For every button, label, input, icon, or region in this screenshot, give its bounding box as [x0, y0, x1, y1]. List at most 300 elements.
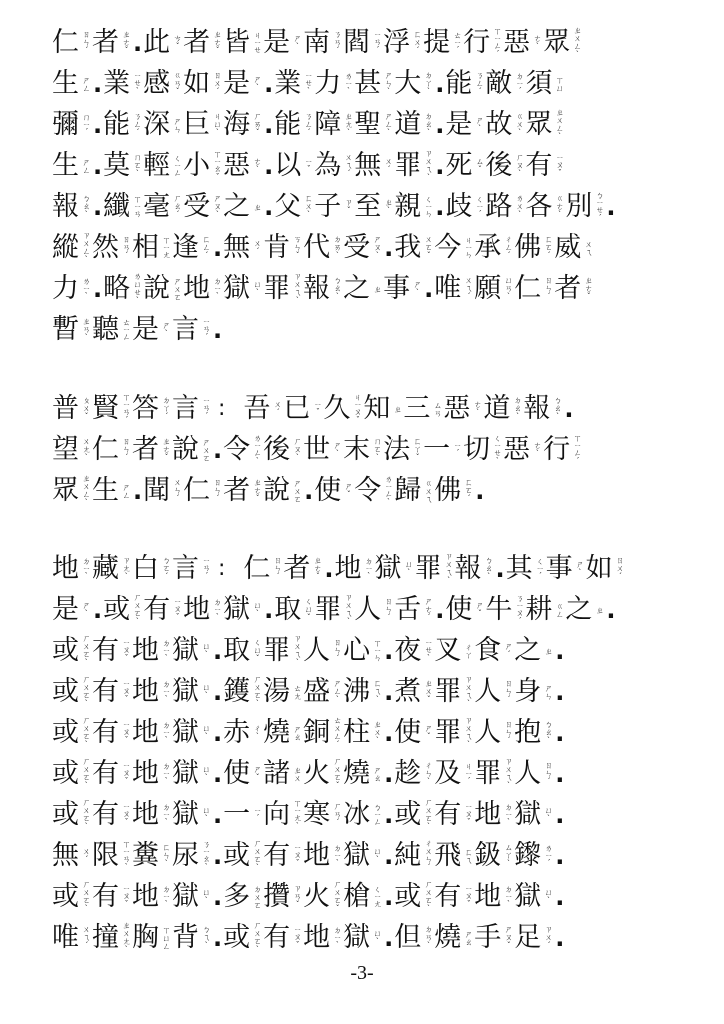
hanzi-character: 仁	[183, 474, 211, 506]
annotated-character	[434, 800, 474, 830]
text-line	[52, 589, 692, 630]
hanzi-character: 地	[334, 552, 362, 584]
period-punctuation: .	[555, 759, 565, 788]
annotated-character	[132, 882, 172, 912]
hanzi-character: 答	[132, 392, 159, 424]
hanzi-character: 已	[283, 392, 311, 424]
zhuyin-annotation: ㄧㄡˇ	[122, 802, 131, 827]
zhuyin-annotation: ㄨㄟˊ	[82, 925, 91, 950]
zhuyin-annotation: ㄩˋ	[202, 806, 211, 823]
annotated-character	[52, 923, 92, 953]
text-line	[52, 309, 692, 350]
annotated-character	[514, 882, 554, 912]
annotated-character	[223, 636, 263, 666]
annotated-character	[52, 757, 92, 790]
period-punctuation: .	[213, 718, 223, 747]
annotated-character	[52, 474, 92, 507]
annotated-character	[92, 840, 132, 871]
annotated-character	[92, 677, 132, 707]
annotated-character	[223, 274, 263, 304]
zhuyin-annotation: ㄓㄜˇ	[213, 30, 223, 55]
zhuyin-annotation: ㄖㄣˊ	[213, 478, 223, 503]
period-punctuation: .	[384, 800, 394, 829]
annotated-character	[263, 677, 303, 707]
annotated-character	[303, 800, 343, 830]
hanzi-character: 之	[565, 593, 593, 625]
zhuyin-annotation: ㄒㄩㄥ	[162, 925, 171, 950]
annotated-character	[172, 718, 212, 748]
annotated-character	[314, 593, 354, 626]
zhuyin-annotation: ㄗㄨㄟˋ	[344, 593, 354, 626]
hanzi-character: 獄	[374, 552, 402, 584]
hanzi-character: 地	[132, 675, 159, 707]
zhuyin-annotation: ㄓㄜˇ	[584, 276, 594, 301]
zhuyin-annotation: ㄕㄥ	[82, 75, 91, 92]
hanzi-character: 此	[143, 26, 171, 58]
zhuyin-annotation: ㄏㄨㄛˋ	[82, 798, 91, 831]
zhuyin-annotation: ㄍㄨˋ	[515, 112, 525, 137]
text-line	[52, 835, 692, 876]
annotated-character	[143, 28, 183, 58]
period-punctuation: .	[555, 800, 565, 829]
hanzi-character: 毫	[143, 190, 171, 222]
annotated-character	[394, 839, 434, 872]
hanzi-character: 撞	[92, 921, 119, 953]
paragraph-samantabhadra-reply	[52, 388, 692, 511]
zhuyin-annotation: ㄕㄣ	[544, 683, 554, 700]
zhuyin-annotation: ㄈㄟ	[464, 847, 474, 864]
annotated-character	[132, 718, 172, 748]
zhuyin-annotation: ㄓㄢˋ	[82, 317, 91, 342]
hanzi-character: 無	[354, 149, 382, 181]
annotated-character	[283, 394, 323, 424]
annotated-character	[375, 554, 415, 584]
annotated-character	[343, 435, 383, 465]
period-punctuation: .	[213, 677, 223, 706]
text-line	[52, 712, 692, 753]
annotated-character	[474, 636, 514, 666]
annotated-character	[445, 110, 485, 140]
hanzi-character: 事	[545, 552, 573, 584]
annotated-character	[52, 192, 92, 222]
hanzi-character: 限	[92, 839, 119, 871]
zhuyin-annotation: ㄕㄡˇ	[504, 925, 514, 950]
annotated-character	[303, 274, 343, 304]
annotated-character	[394, 798, 434, 831]
zhuyin-annotation: ㄐㄧㄣ	[464, 236, 474, 259]
annotated-character	[52, 110, 92, 140]
text-line	[52, 876, 692, 917]
zhuyin-annotation: ㄧㄢˊ	[202, 556, 211, 581]
annotated-character	[506, 554, 546, 584]
zhuyin-annotation: ㄌㄧㄥˋ	[253, 433, 263, 466]
period-punctuation: .	[555, 841, 565, 870]
annotated-character	[434, 882, 474, 912]
hanzi-character: 地	[132, 798, 159, 830]
hanzi-character: 彌	[52, 108, 79, 140]
hanzi-character: 無	[52, 839, 79, 871]
hanzi-character: 鑗	[514, 839, 542, 871]
zhuyin-annotation: ㄒㄧㄢˊ	[122, 392, 131, 425]
hanzi-character: 威	[554, 231, 582, 263]
annotated-character	[314, 151, 354, 181]
hanzi-character: 死	[445, 149, 473, 181]
period-punctuation: .	[213, 923, 223, 952]
zhuyin-annotation: ㄕˋ	[162, 321, 171, 338]
hanzi-character: 或	[52, 757, 79, 789]
annotated-character	[463, 434, 503, 465]
hanzi-character: 地	[474, 798, 502, 830]
zhuyin-annotation: ㄕㄨㄛ	[202, 437, 211, 462]
annotated-character	[274, 110, 314, 140]
zhuyin-annotation: ㄖㄨˊ	[615, 556, 625, 581]
hanzi-character: 受	[343, 231, 371, 263]
hanzi-character: 罪	[414, 552, 442, 584]
zhuyin-annotation: ㄩˋ	[544, 806, 554, 823]
hanzi-character: 槍	[343, 880, 371, 912]
hanzi-character: 浮	[383, 26, 411, 58]
zhuyin-annotation: ㄙㄢ	[433, 400, 443, 417]
hanzi-character: 行	[463, 26, 491, 58]
zhuyin-annotation: ㄨㄟˊ	[464, 276, 474, 301]
annotated-character	[183, 476, 223, 506]
zhuyin-annotation: ㄩˋ	[202, 642, 211, 659]
annotated-character	[434, 636, 474, 666]
zhuyin-annotation: ㄧˇ	[313, 400, 323, 417]
hanzi-character: 力	[52, 272, 79, 304]
hanzi-character: 說	[263, 474, 291, 506]
zhuyin-annotation: ㄋㄧㄠˋ	[202, 839, 211, 872]
period-punctuation: .	[213, 435, 223, 464]
zhuyin-annotation: ㄏㄨㄛˋ	[424, 880, 434, 913]
annotated-character	[394, 718, 434, 748]
annotated-character	[394, 233, 434, 263]
zhuyin-annotation: ㄊㄧˊ	[453, 30, 463, 55]
annotated-character	[52, 634, 92, 667]
zhuyin-annotation: ㄈㄟˋ	[373, 679, 383, 704]
hanzi-character: 別	[565, 190, 593, 222]
annotated-character	[183, 150, 223, 181]
hanzi-character: 及	[434, 757, 462, 789]
zhuyin-annotation: ㄍㄨㄟ	[424, 478, 434, 503]
annotated-character	[274, 595, 314, 625]
annotated-character	[132, 554, 172, 584]
hanzi-character: 道	[394, 108, 422, 140]
zhuyin-annotation: ㄩˋ	[373, 929, 383, 946]
annotated-character	[503, 28, 543, 58]
annotated-character	[223, 839, 263, 872]
hanzi-character: 或	[394, 880, 422, 912]
zhuyin-annotation: ㄑㄧˊ	[475, 194, 485, 219]
paragraph-ksitigarbha-explains	[52, 22, 692, 350]
hanzi-character: 食	[474, 634, 502, 666]
text-line	[52, 63, 692, 104]
period-punctuation: .	[264, 69, 274, 98]
hanzi-character: 糞	[132, 839, 159, 871]
annotated-character	[92, 554, 132, 584]
hanzi-character: 者	[183, 26, 211, 58]
hanzi-character: 其	[505, 552, 533, 584]
annotated-character	[52, 394, 92, 424]
zhuyin-annotation: ㄧˊ	[453, 441, 463, 458]
zhuyin-annotation: ㄅㄟˋ	[202, 925, 211, 950]
zhuyin-annotation: ㄗㄨㄥˋ	[82, 231, 91, 264]
hanzi-character: 獄	[223, 593, 251, 625]
annotated-character	[263, 923, 303, 953]
zhuyin-annotation: ㄓ	[595, 605, 605, 614]
zhuyin-annotation: ㄑㄧㄥ	[173, 154, 183, 177]
annotated-character	[474, 800, 514, 830]
annotated-character	[343, 882, 383, 912]
period-punctuation: .	[213, 636, 223, 665]
hanzi-character: 夜	[394, 634, 422, 666]
period-punctuation: .	[133, 476, 143, 505]
period-punctuation: .	[264, 192, 274, 221]
zhuyin-annotation: ㄉㄧˋ	[162, 679, 171, 704]
annotated-character	[525, 595, 565, 625]
annotated-character	[103, 192, 143, 222]
hanzi-character: 使	[314, 474, 342, 506]
annotated-character	[223, 595, 263, 625]
annotated-character	[183, 69, 223, 99]
annotated-character	[92, 759, 132, 789]
annotated-character	[354, 69, 394, 99]
annotated-character	[463, 27, 503, 58]
annotated-character	[514, 800, 554, 830]
zhuyin-annotation: ㄕㄨㄛ	[293, 478, 303, 503]
hanzi-character: 今	[434, 231, 462, 263]
hanzi-character: 有	[263, 839, 291, 871]
annotated-character	[343, 233, 383, 263]
zhuyin-annotation: ㄔㄚ	[464, 642, 474, 659]
hanzi-character: 行	[543, 433, 571, 465]
hanzi-character: 聖	[354, 108, 382, 140]
zhuyin-annotation: ㄗㄨㄟˋ	[504, 757, 514, 790]
hanzi-character: 地	[132, 880, 159, 912]
hanzi-character: 縱	[52, 231, 79, 263]
annotated-character	[303, 435, 343, 465]
annotated-character	[143, 151, 183, 181]
zhuyin-annotation: ㄉㄧˋ	[333, 925, 343, 950]
annotated-character	[343, 677, 383, 707]
zhuyin-annotation: ㄇㄛˋ	[133, 153, 143, 178]
annotated-character	[546, 554, 586, 584]
zhuyin-annotation: ㄏㄨㄛˋ	[82, 716, 91, 749]
hanzi-character: 背	[172, 921, 199, 953]
annotated-character	[314, 110, 354, 140]
hanzi-character: 力	[314, 67, 342, 99]
annotated-character	[474, 718, 514, 748]
hanzi-character: 燒	[343, 757, 371, 789]
annotated-character	[172, 315, 212, 345]
zhuyin-annotation: ㄏㄨㄛˇ	[333, 757, 343, 790]
annotated-character	[223, 69, 263, 99]
annotated-character	[423, 435, 463, 465]
zhuyin-annotation: ㄨㄟ	[584, 239, 594, 256]
annotated-character	[514, 274, 554, 304]
hanzi-character: 業	[103, 67, 131, 99]
annotated-character	[132, 636, 172, 666]
annotated-character	[303, 841, 343, 871]
hanzi-character: 手	[474, 921, 502, 953]
annotated-character	[303, 757, 343, 790]
hanzi-character: 報	[454, 552, 482, 584]
annotated-character	[263, 233, 303, 263]
hanzi-character: 無	[223, 231, 251, 263]
hanzi-character: 吾	[243, 392, 271, 424]
hanzi-character: 報	[303, 272, 331, 304]
zhuyin-annotation: ㄏㄠˊ	[173, 194, 183, 219]
annotated-character	[143, 476, 183, 506]
annotated-character	[132, 800, 172, 830]
hanzi-character: 唯	[434, 272, 462, 304]
hanzi-character: 甚	[354, 67, 382, 99]
hanzi-character: 眾	[543, 26, 571, 58]
annotated-character	[223, 151, 263, 181]
zhuyin-annotation: ㄕㄥˋ	[333, 679, 343, 704]
hanzi-character: 暫	[52, 313, 79, 345]
annotated-character	[514, 636, 554, 666]
hanzi-character: 南	[303, 26, 331, 58]
annotated-character	[263, 799, 303, 830]
zhuyin-annotation: ㄐㄧㄝ	[253, 31, 263, 54]
hanzi-character: 者	[223, 474, 251, 506]
annotated-character	[343, 274, 383, 304]
hanzi-character: 人	[303, 634, 331, 666]
zhuyin-annotation: ㄨˊ	[384, 157, 394, 174]
zhuyin-annotation: ㄉㄧˋ	[162, 761, 171, 786]
hanzi-character: 人	[474, 716, 502, 748]
annotated-character	[132, 394, 172, 424]
zhuyin-annotation: ㄋㄧㄡˊ	[515, 593, 525, 626]
zhuyin-annotation: ㄍㄥ	[555, 601, 565, 618]
zhuyin-annotation: ㄧㄡˇ	[173, 597, 183, 622]
zhuyin-annotation: ㄉㄚˋ	[424, 71, 434, 96]
period-punctuation: .	[564, 394, 574, 423]
zhuyin-annotation: ㄑㄧㄝˋ	[493, 433, 503, 466]
annotated-character	[172, 677, 212, 707]
period-punctuation: .	[495, 554, 505, 583]
hanzi-character: 聽	[92, 313, 119, 345]
hanzi-character: 一	[423, 433, 451, 465]
hanzi-character: 地	[132, 634, 159, 666]
annotated-character	[434, 923, 474, 953]
zhuyin-annotation: ㄧㄝˋ	[133, 71, 143, 96]
annotated-character	[274, 151, 314, 181]
hanzi-character: 白	[132, 552, 159, 584]
zhuyin-annotation: ㄓㄨㄤˋ	[122, 921, 131, 954]
zhuyin-annotation: ㄑㄩˇ	[304, 597, 314, 622]
annotated-character	[92, 393, 132, 424]
annotated-character	[434, 759, 474, 789]
annotated-character	[223, 233, 263, 263]
hanzi-character: 或	[103, 593, 131, 625]
zhuyin-annotation: ㄉㄢˋ	[424, 925, 434, 950]
annotated-character	[363, 394, 403, 424]
annotated-character	[92, 800, 132, 830]
zhuyin-annotation: ㄓˋ	[384, 198, 394, 215]
zhuyin-annotation: ㄉㄚˊ	[162, 396, 171, 421]
zhuyin-annotation: ㄩˋ	[202, 683, 211, 700]
annotated-character	[223, 110, 263, 140]
period-punctuation: .	[435, 151, 445, 180]
paragraph-hell-descriptions	[52, 548, 692, 958]
annotated-character	[434, 274, 474, 304]
hanzi-character: 地	[52, 552, 79, 584]
zhuyin-annotation: ㄓㄜˇ	[253, 478, 263, 503]
zhuyin-annotation: ㄕˋ	[82, 601, 91, 618]
annotated-character	[223, 800, 263, 830]
zhuyin-annotation: ㄨˊ	[253, 239, 263, 256]
annotated-character	[354, 110, 394, 140]
hanzi-character: 肯	[263, 231, 291, 263]
annotated-character	[274, 192, 314, 222]
annotated-character	[103, 272, 143, 305]
text-line	[52, 268, 692, 309]
annotated-character	[525, 192, 565, 222]
zhuyin-annotation: ㄓ	[393, 404, 403, 413]
zhuyin-annotation: ㄓㄨㄥˋ	[82, 474, 91, 507]
annotated-character	[52, 554, 92, 584]
annotated-character	[52, 231, 92, 264]
annotated-character	[554, 233, 594, 263]
hanzi-character: 惡	[223, 149, 251, 181]
hanzi-character: 說	[172, 433, 199, 465]
annotated-character	[303, 233, 343, 263]
hanzi-character: 世	[303, 433, 331, 465]
hanzi-character: 藏	[92, 552, 119, 584]
annotated-character	[314, 192, 354, 222]
hanzi-character: 牛	[485, 593, 513, 625]
hanzi-character: 生	[52, 67, 79, 99]
zhuyin-annotation: ㄗㄨˊ	[544, 925, 554, 950]
period-punctuation: .	[213, 841, 223, 870]
zhuyin-annotation: ㄈㄣˋ	[162, 843, 171, 868]
hanzi-character: 罪	[474, 757, 502, 789]
annotated-character	[183, 110, 223, 140]
annotated-character	[354, 192, 394, 222]
hanzi-character: 莫	[103, 149, 131, 181]
hanzi-character: 言	[172, 552, 199, 584]
hanzi-character: 我	[394, 231, 422, 263]
hanzi-character: 賢	[92, 392, 119, 424]
period-punctuation: .	[384, 718, 394, 747]
zhuyin-annotation: ㄉㄧˋ	[504, 884, 514, 909]
zhuyin-annotation: ㄧㄢˊ	[373, 30, 383, 55]
annotated-character	[172, 882, 212, 912]
period-punctuation: .	[213, 882, 223, 911]
period-punctuation: .	[435, 110, 445, 139]
hanzi-character: 佛	[434, 474, 462, 506]
text-line	[52, 671, 692, 712]
zhuyin-annotation: ㄕㄜˊ	[424, 597, 434, 622]
annotated-character	[303, 923, 343, 953]
annotated-character	[132, 233, 172, 263]
zhuyin-annotation: ㄏㄨㄛˋ	[82, 634, 91, 667]
annotated-character	[394, 595, 434, 625]
hanzi-character: 為	[314, 149, 342, 181]
hanzi-character: 如	[585, 552, 613, 584]
zhuyin-annotation: ㄩˋ	[404, 560, 414, 577]
zhuyin-annotation: ㄉㄧˋ	[213, 597, 223, 622]
annotated-character	[485, 110, 525, 140]
hanzi-character: 寒	[303, 798, 331, 830]
annotated-character	[354, 475, 394, 506]
hanzi-character: 地	[474, 880, 502, 912]
annotated-character	[223, 675, 263, 708]
annotated-character	[445, 192, 485, 222]
period-punctuation: .	[435, 595, 445, 624]
